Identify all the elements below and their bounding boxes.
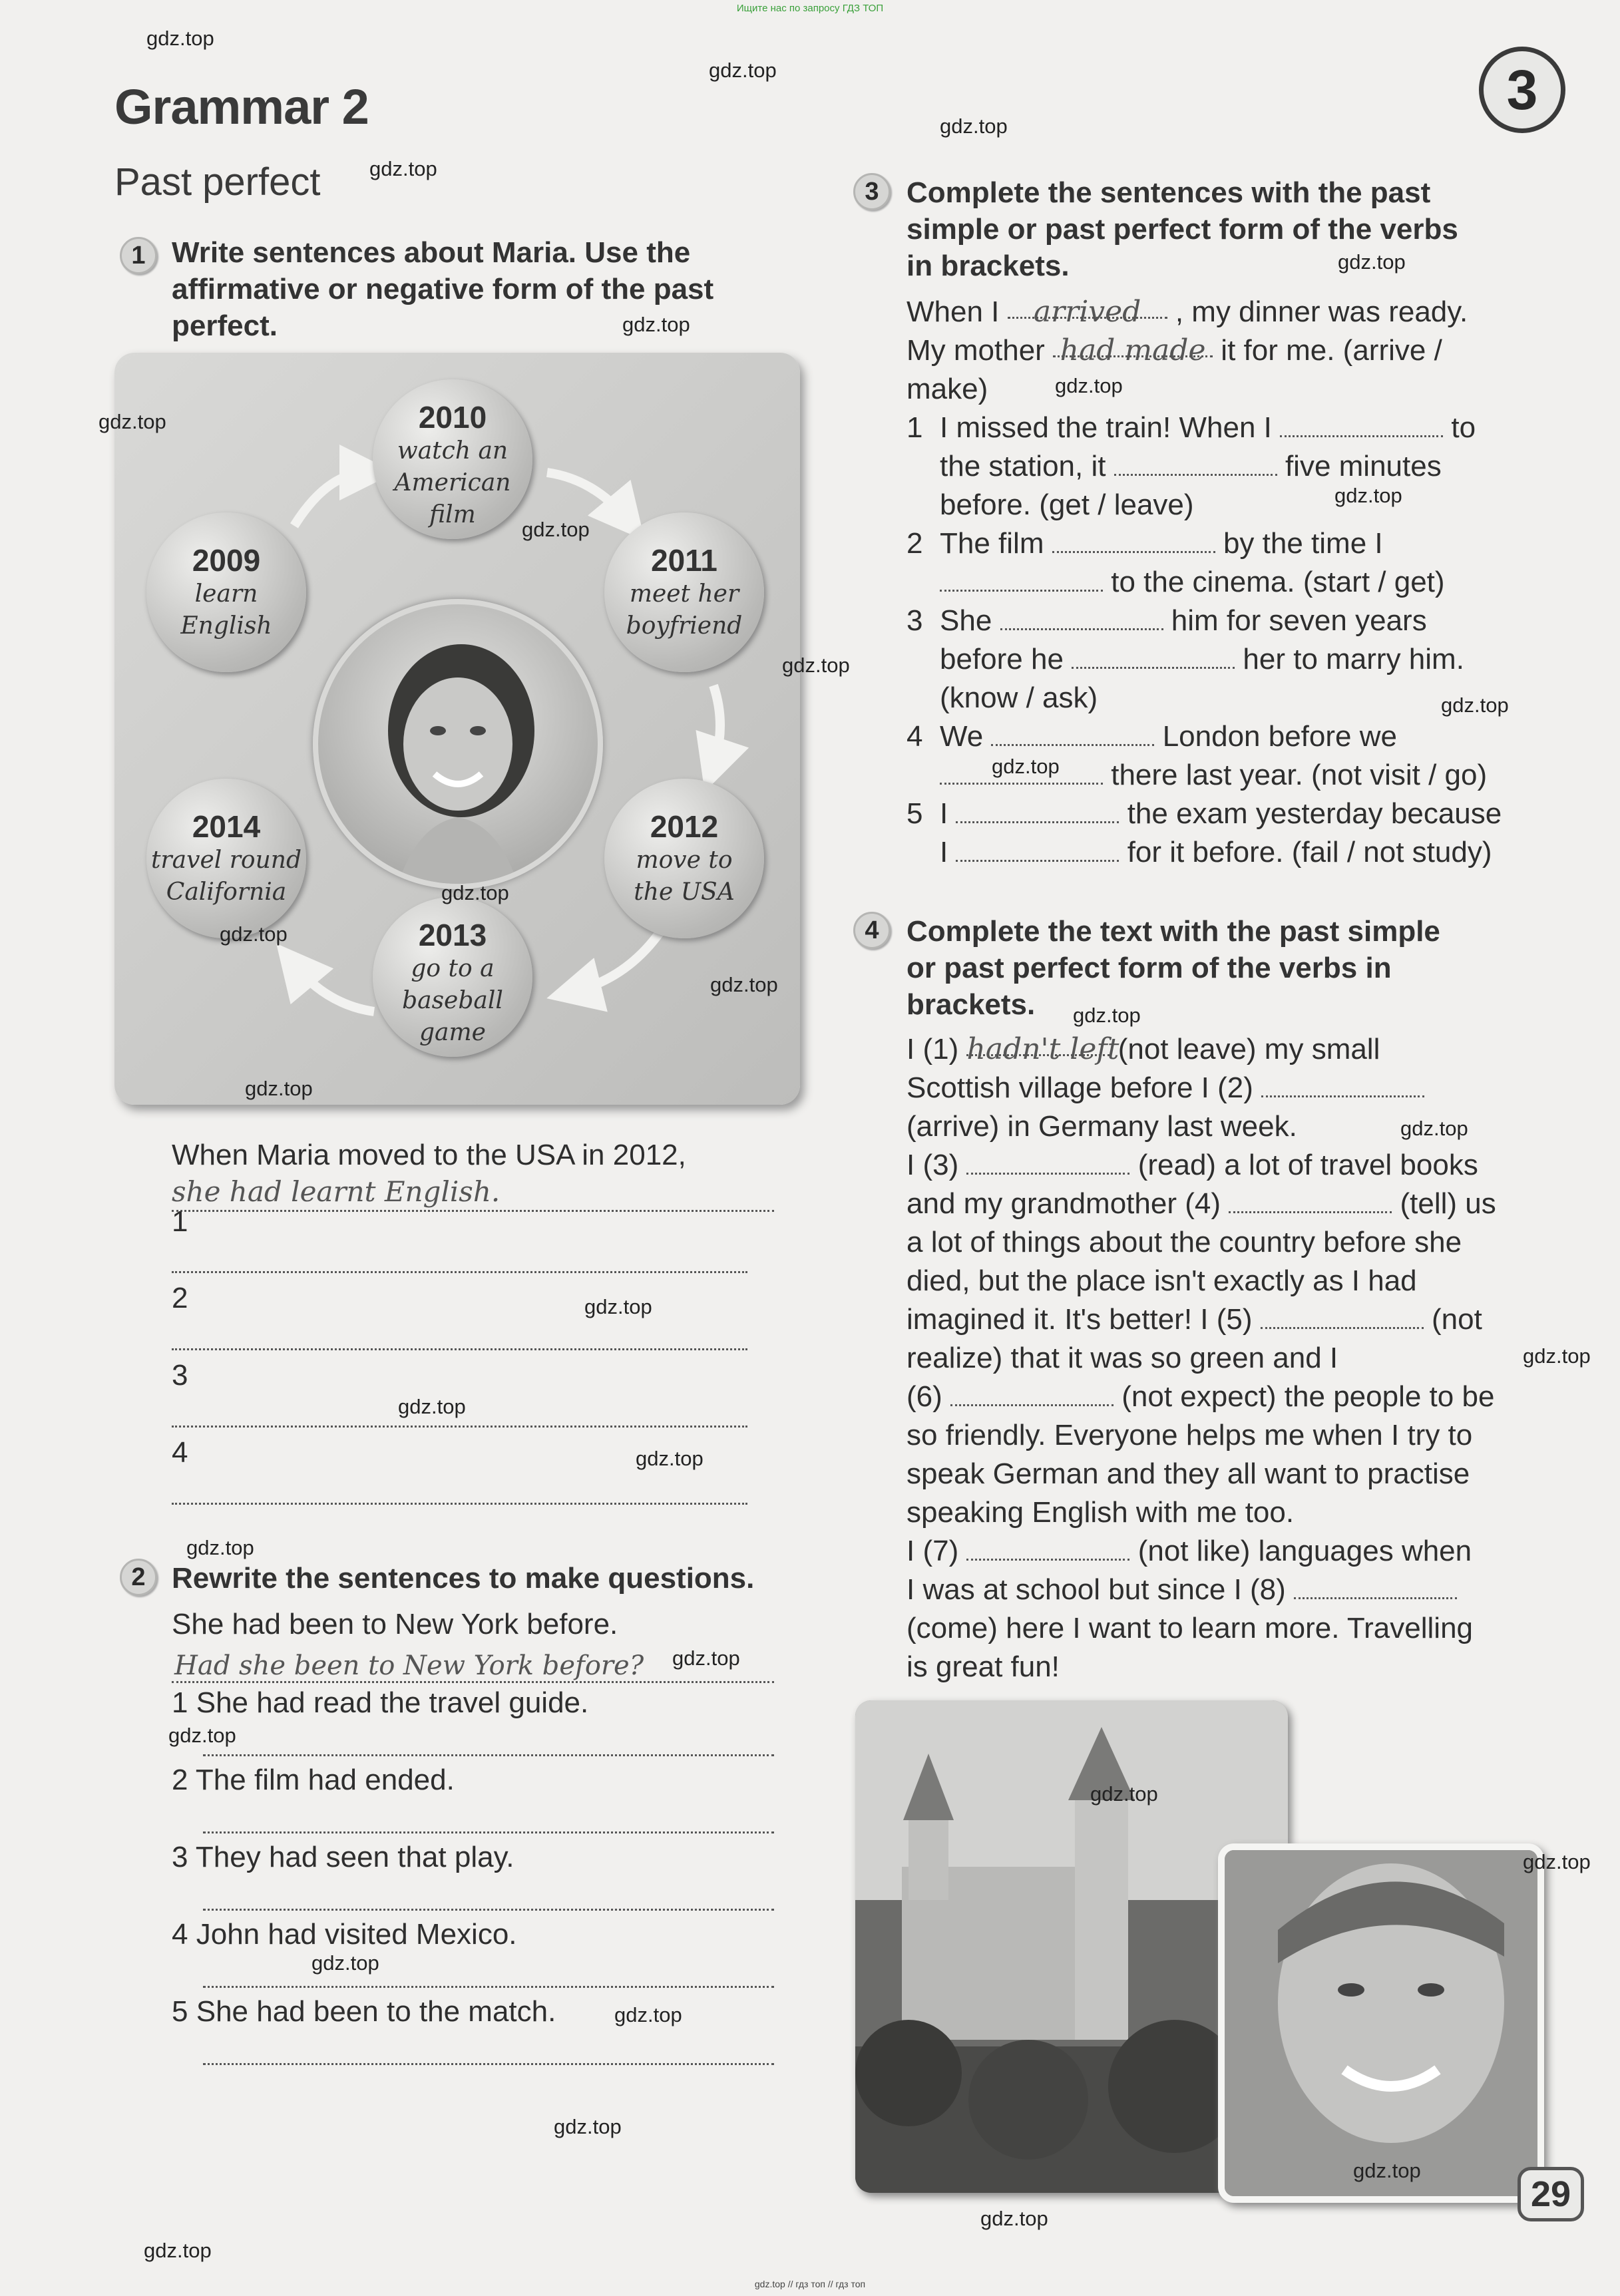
page-title: Grammar 2 xyxy=(114,79,369,134)
exercise-3-item-1-line-1: I missed the train! When I to xyxy=(940,411,1476,444)
exercise-3-item-4-line-1: We London before we xyxy=(940,720,1397,753)
timeline-2013: 2013 go to a baseball game xyxy=(373,897,532,1057)
watermark: gdz.top xyxy=(1334,484,1402,507)
exercise-4-line-6: a lot of things about the country before she xyxy=(907,1226,1462,1258)
exercise-4-instruction: Complete the text with the past simple or past perfect form of the verbs in brackets. xyxy=(907,915,1440,1021)
exercise-4-line-12: speak German and they all want to practise xyxy=(907,1457,1470,1490)
answer-line[interactable] xyxy=(203,1985,774,1988)
exercise-3-item-3-line-3: (know / ask) xyxy=(940,681,1098,714)
answer-line[interactable] xyxy=(203,1753,774,1756)
exercise-2-example-prompt: She had been to New York before. xyxy=(172,1608,618,1640)
exercise-4-line-15: I was at school but since I (8) xyxy=(907,1571,1457,1609)
watermark: gdz.top xyxy=(1090,1782,1158,1806)
watermark: gdz.top xyxy=(782,654,850,677)
watermark: gdz.top xyxy=(146,27,214,50)
exercise-3-item-5-line-2: I for it before. (fail / not study) xyxy=(940,836,1492,868)
answer-blank[interactable] xyxy=(1052,527,1215,553)
exercise-2-item-5: 5 She had been to the match. xyxy=(172,1995,556,2028)
answer-line[interactable] xyxy=(172,1501,747,1505)
watermark: gdz.top xyxy=(554,2115,622,2138)
watermark: gdz.top xyxy=(672,1646,740,1670)
watermark: gdz.top xyxy=(710,973,778,996)
watermark: gdz.top xyxy=(1338,250,1406,274)
example-answer: had made xyxy=(1053,331,1213,357)
exercise-3-example-line-1: When I arrived , my dinner was ready. xyxy=(907,293,1468,331)
exercise-3-number: 3 xyxy=(853,173,891,210)
exercise-3-item-1-line-3: before. (get / leave) xyxy=(940,488,1194,521)
watermark: gdz.top xyxy=(1055,374,1123,397)
watermark: gdz.top xyxy=(1441,693,1509,717)
watermark: gdz.top xyxy=(398,1395,466,1418)
exercise-3-item-2-number: 2 xyxy=(907,527,923,560)
answer-blank[interactable] xyxy=(991,720,1154,746)
exercise-3-example-line-3: make) xyxy=(907,373,988,405)
answer-line[interactable] xyxy=(203,1830,774,1833)
answer-blank[interactable] xyxy=(956,797,1119,823)
exercise-3-item-2-line-2: to the cinema. (start / get) xyxy=(940,563,1445,602)
exercise-4-line-7: died, but the place isn't exactly as I had xyxy=(907,1264,1417,1297)
exercise-4-line-5: and my grandmother (4) (tell) us xyxy=(907,1187,1496,1220)
watermark: gdz.top xyxy=(1353,2159,1421,2182)
answer-blank[interactable] xyxy=(966,1535,1129,1561)
example-answer: arrived xyxy=(1008,293,1167,319)
answer-blank[interactable] xyxy=(1114,450,1277,476)
exercise-4-line-10: (6) (not expect) the people to be xyxy=(907,1380,1495,1413)
answer-blank[interactable] xyxy=(966,1149,1129,1175)
answer-blank[interactable] xyxy=(1072,643,1235,669)
exercise-2-number: 2 xyxy=(120,1559,157,1596)
watermark: gdz.top xyxy=(186,1536,254,1559)
exercise-4-line-16: (come) here I want to learn more. Travelling xyxy=(907,1612,1474,1644)
watermark: gdz.top xyxy=(636,1447,704,1470)
exercise-2-item-4: 4 John had visited Mexico. xyxy=(172,1918,517,1951)
exercise-4-line-13: speaking English with me too. xyxy=(907,1496,1295,1529)
watermark: gdz.top xyxy=(1073,1004,1141,1027)
answer-blank[interactable] xyxy=(1261,1303,1424,1329)
exercise-4-line-1: I (1) hadn't left (not leave) my small xyxy=(907,1030,1380,1069)
top-banner: Ищите нас по запросу ГДЗ ТОП xyxy=(736,3,884,14)
exercise-2-example-answer: Had she been to New York before? xyxy=(174,1650,644,1681)
section-subtitle: Past perfect xyxy=(114,160,321,204)
answer-blank[interactable] xyxy=(950,1380,1114,1406)
exercise-2-item-3: 3 They had seen that play. xyxy=(172,1841,514,1873)
exercise-3-item-4-line-2: there last year. (not visit / go) xyxy=(940,756,1487,795)
answer-blank[interactable] xyxy=(956,836,1119,862)
exercise-4-line-17: is great fun! xyxy=(907,1650,1060,1683)
exercise-3-item-3-line-2: before he her to marry him. xyxy=(940,643,1464,675)
timeline-2012: 2012 move to the USA xyxy=(604,779,764,938)
answer-blank[interactable] xyxy=(1000,604,1163,630)
answer-blank[interactable] xyxy=(1280,411,1443,437)
exercise-3-item-5-line-1: I the exam yesterday because xyxy=(940,797,1502,830)
answer-line xyxy=(172,1680,774,1683)
exercise-2-item-1: 1 She had read the travel guide. xyxy=(172,1686,589,1719)
watermark: gdz.top xyxy=(1523,1850,1591,1873)
bottom-banner: gdz.top // гдз топ // гдз топ xyxy=(754,2279,866,2289)
exercise-2-item-2: 2 The film had ended. xyxy=(172,1764,455,1796)
timeline-2010: 2010 watch an American film xyxy=(373,379,532,539)
watermark: gdz.top xyxy=(614,2003,682,2026)
exercise-4-line-3: (arrive) in Germany last week. xyxy=(907,1110,1297,1143)
watermark: gdz.top xyxy=(220,922,288,946)
unit-badge: 3 xyxy=(1479,47,1565,133)
exercise-1-example-answer: she had learnt English. xyxy=(172,1175,501,1208)
answer-line[interactable] xyxy=(172,1424,747,1428)
exercise-1-item-2: 2 xyxy=(172,1282,188,1314)
watermark: gdz.top xyxy=(522,518,590,541)
exercise-1-instruction: Write sentences about Maria. Use the affirmative or negative form of the past perfect. xyxy=(172,236,714,342)
answer-blank[interactable] xyxy=(1229,1187,1392,1213)
watermark: gdz.top xyxy=(992,755,1060,778)
exercise-3-item-1-number: 1 xyxy=(907,411,923,444)
watermark: gdz.top xyxy=(144,2239,212,2262)
exercise-3-item-2-line-1: The film by the time I xyxy=(940,527,1383,560)
maria-portrait xyxy=(313,599,603,889)
exercise-3-example-line-2: My mother had made it for me. (arrive / xyxy=(907,331,1442,370)
timeline-2009: 2009 learn English xyxy=(146,512,306,672)
exercise-4-line-8: imagined it. It's better! I (5) (not xyxy=(907,1303,1482,1336)
exercise-4-line-14: I (7) (not like) languages when xyxy=(907,1535,1472,1567)
watermark: gdz.top xyxy=(940,114,1008,138)
watermark: gdz.top xyxy=(980,2207,1048,2230)
watermark: gdz.top xyxy=(311,1951,379,1975)
answer-blank[interactable] xyxy=(1294,1573,1457,1599)
page-number: 29 xyxy=(1518,2167,1584,2221)
exercise-4-line-11: so friendly. Everyone helps me when I try to xyxy=(907,1419,1473,1451)
exercise-3-item-1-line-2: the station, it five minutes xyxy=(940,450,1442,482)
watermark: gdz.top xyxy=(584,1295,652,1318)
answer-blank[interactable] xyxy=(1261,1071,1424,1097)
exercise-3-item-4-number: 4 xyxy=(907,720,923,753)
watermark: gdz.top xyxy=(99,410,166,433)
exercise-3-instruction: Complete the sentences with the past simple or past perfect form of the verbs in brackets. xyxy=(907,176,1458,282)
exercise-3-item-3-number: 3 xyxy=(907,604,923,637)
watermark: gdz.top xyxy=(1400,1117,1468,1140)
exercise-1-example-prompt: When Maria moved to the USA in 2012, xyxy=(172,1139,686,1171)
answer-line xyxy=(172,1209,774,1212)
watermark: gdz.top xyxy=(709,59,777,82)
watermark: gdz.top xyxy=(168,1724,236,1747)
watermark: gdz.top xyxy=(441,881,509,904)
watermark: gdz.top xyxy=(622,313,690,336)
exercise-4-line-2: Scottish village before I (2) xyxy=(907,1069,1424,1107)
answer-line[interactable] xyxy=(172,1270,747,1273)
exercise-4-line-4: I (3) (read) a lot of travel books xyxy=(907,1149,1478,1181)
exercise-2-instruction: Rewrite the sentences to make questions. xyxy=(172,1562,755,1595)
exercise-3-item-5-number: 5 xyxy=(907,797,923,830)
timeline-2014: 2014 travel round California xyxy=(146,779,306,938)
watermark: gdz.top xyxy=(245,1077,313,1100)
exercise-3-item-3-line-1: She him for seven years xyxy=(940,604,1427,637)
answer-line[interactable] xyxy=(203,1907,774,1911)
answer-line[interactable] xyxy=(172,1347,747,1350)
exercise-1-item-1: 1 xyxy=(172,1205,188,1238)
watermark: gdz.top xyxy=(1523,1344,1591,1368)
exercise-4-number: 4 xyxy=(853,912,891,949)
exercise-1-number: 1 xyxy=(120,237,157,274)
watermark: gdz.top xyxy=(369,157,437,180)
answer-line[interactable] xyxy=(203,2062,774,2065)
exercise-1-item-3: 3 xyxy=(172,1359,188,1392)
exercise-4-line-9: realize) that it was so green and I xyxy=(907,1342,1338,1374)
example-answer: hadn't left xyxy=(966,1030,1110,1056)
timeline-2011: 2011 meet her boyfriend xyxy=(604,512,764,672)
answer-blank[interactable] xyxy=(940,566,1103,592)
exercise-1-item-4: 4 xyxy=(172,1436,188,1469)
boy-photo xyxy=(1218,1843,1544,2203)
